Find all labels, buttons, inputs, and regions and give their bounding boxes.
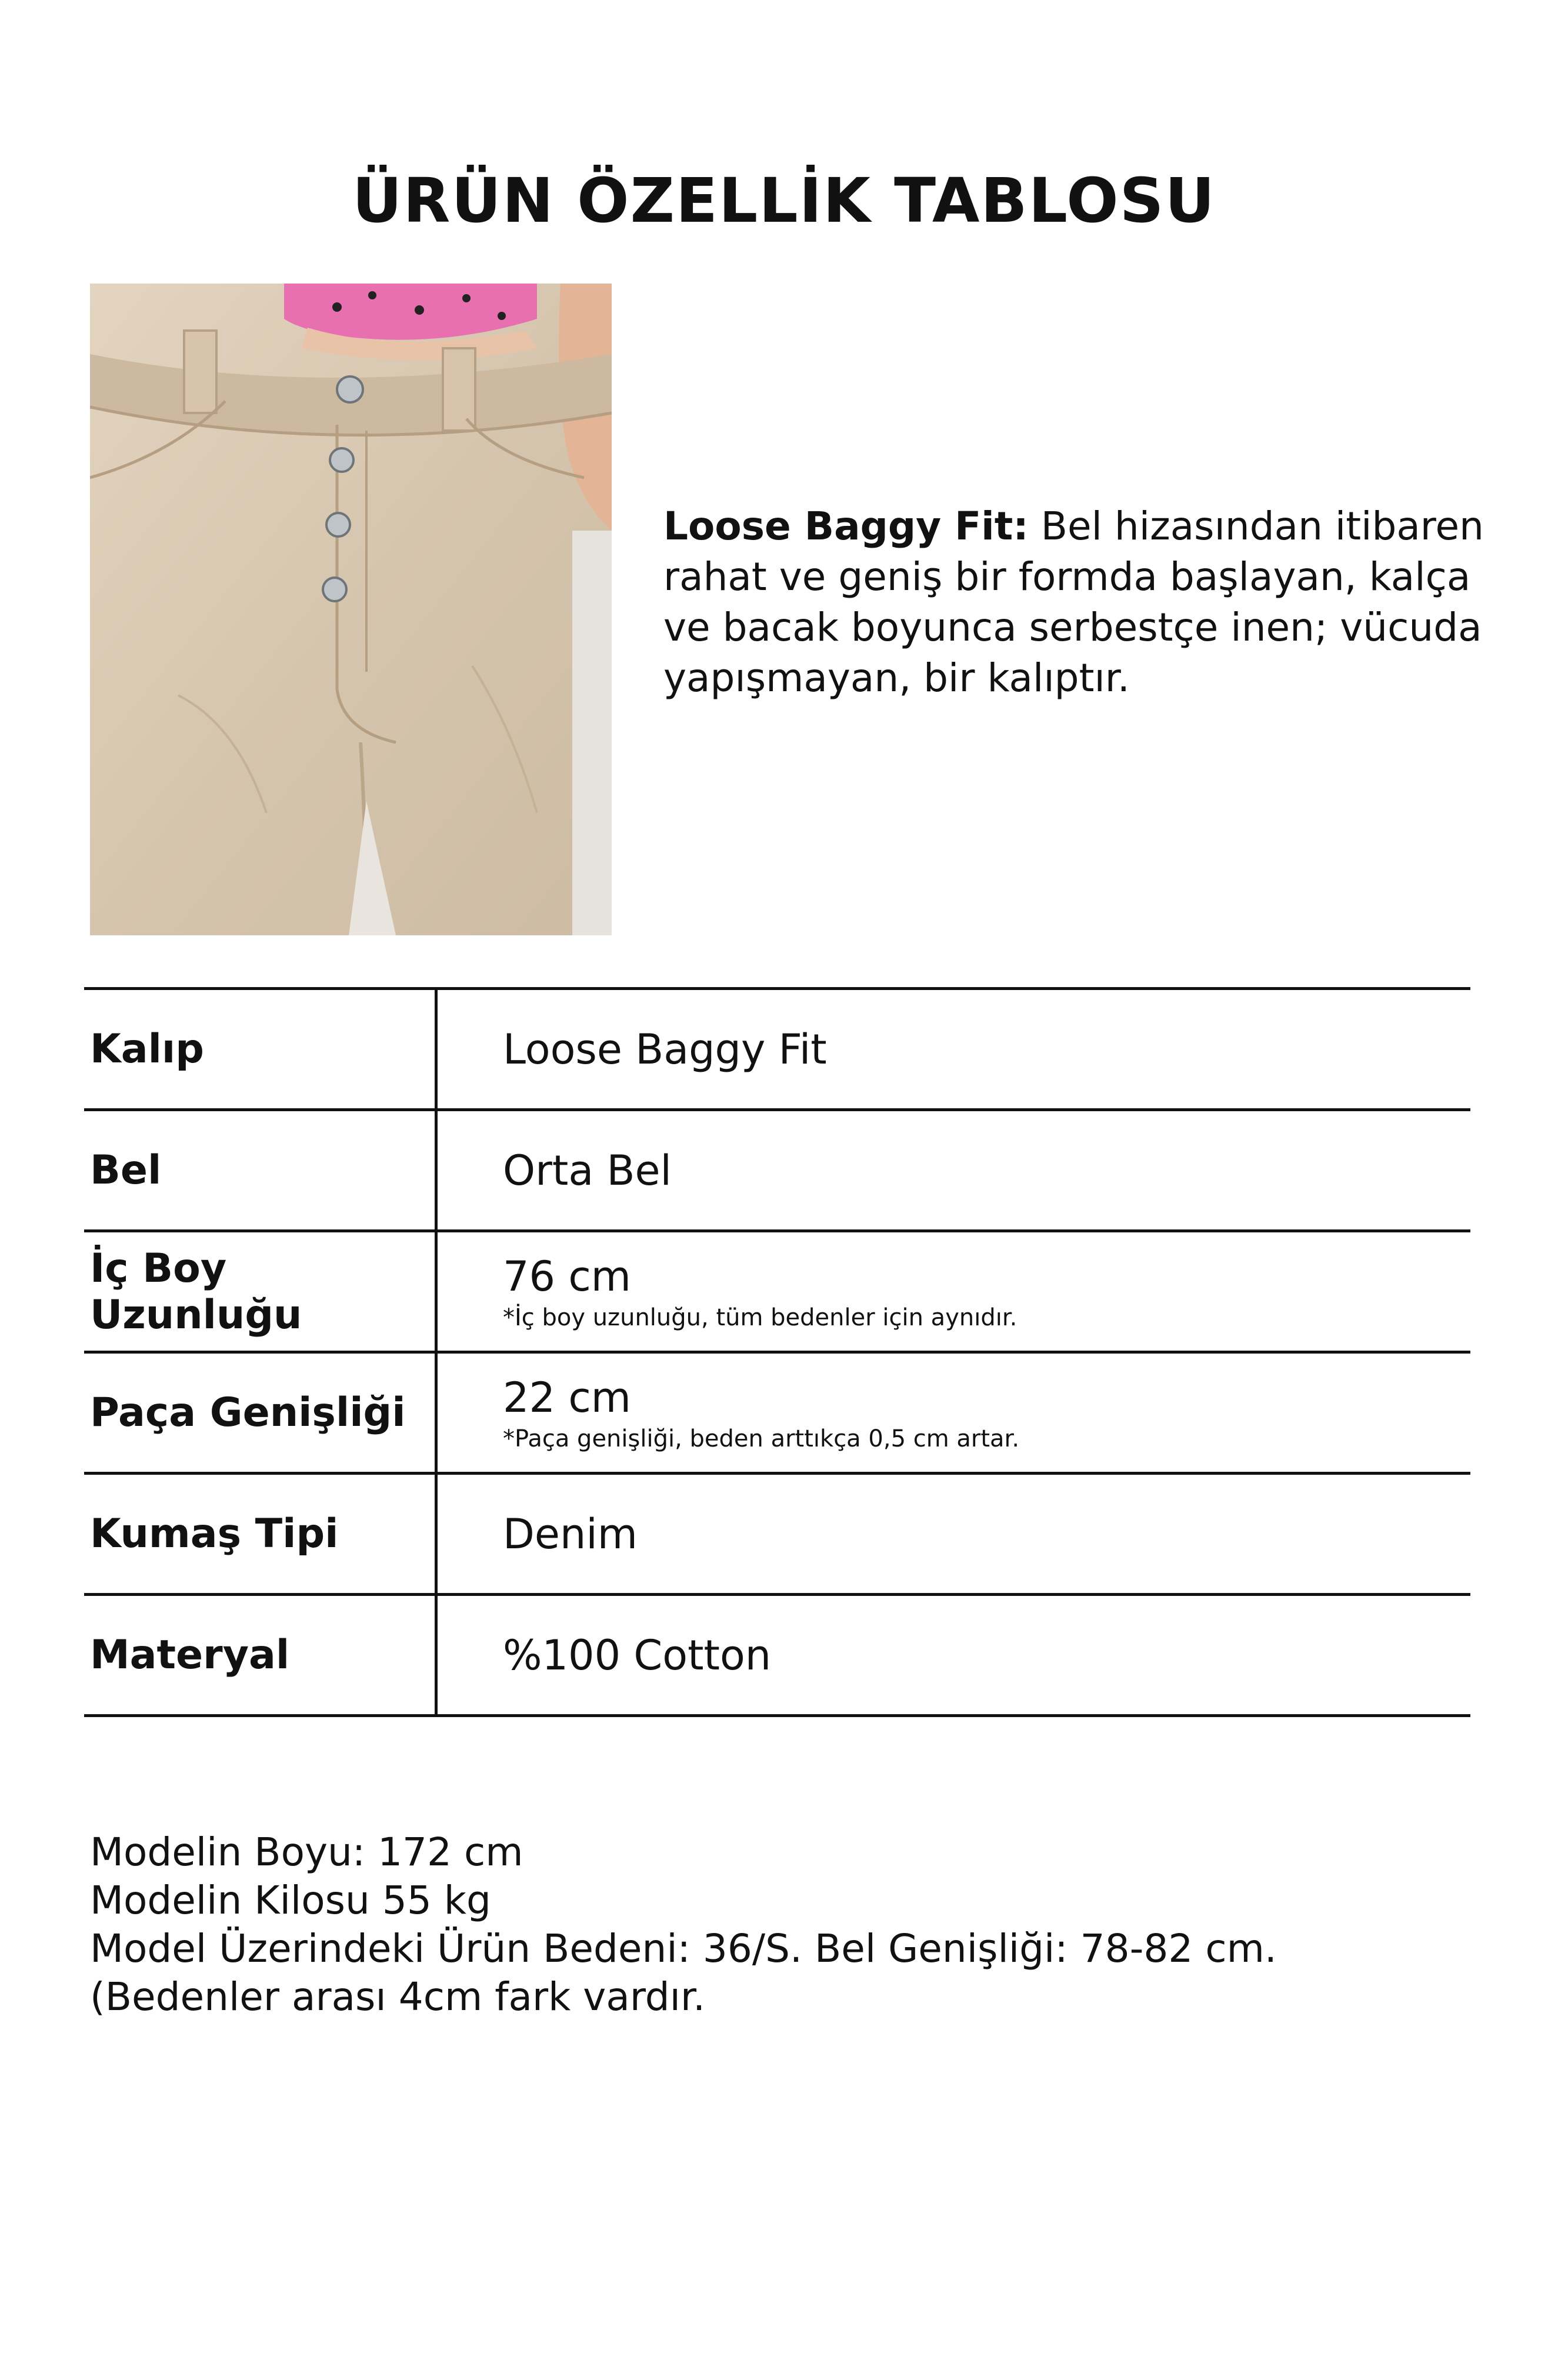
spec-label: Paça Genişliği	[90, 1389, 406, 1436]
jeans-image	[90, 284, 612, 935]
spec-value: Denim	[503, 1509, 638, 1558]
column-divider	[435, 1111, 438, 1229]
page-title: ÜRÜN ÖZELLİK TABLOSU	[352, 165, 1216, 236]
column-divider	[435, 990, 438, 1108]
spec-value-cell	[503, 990, 1444, 1108]
fit-description-lead: Loose Baggy Fit:	[663, 504, 1029, 549]
spec-value-cell	[503, 1596, 1444, 1714]
column-divider	[435, 1232, 438, 1351]
spec-value-cell	[503, 1354, 1444, 1472]
spec-value: Orta Bel	[503, 1146, 672, 1195]
fit-description	[663, 501, 1499, 704]
spec-row-ic-boy	[84, 1232, 1470, 1354]
spec-label: İç Boy Uzunluğu	[90, 1245, 302, 1338]
spec-value-cell	[503, 1475, 1444, 1593]
spec-row-bel	[84, 1111, 1470, 1232]
fit-description-text: Bel hizasından itibaren rahat ve geniş bir formda başlayan, kalça ve bacak boyunca serbestçe inen; vücuda yapışmayan, bir kalıptır.	[663, 504, 1484, 701]
spec-value: 76 cm	[503, 1252, 631, 1301]
product-photo	[90, 284, 612, 935]
spec-label: Bel	[90, 1147, 162, 1194]
spec-value-cell	[503, 1111, 1444, 1229]
spec-row-materyal	[84, 1596, 1470, 1717]
column-divider	[435, 1475, 438, 1593]
spec-value: %100 Cotton	[503, 1631, 772, 1679]
spec-label: Kumaş Tipi	[90, 1511, 339, 1557]
spec-table	[84, 987, 1470, 1717]
spec-row-kalip	[84, 990, 1470, 1111]
model-size: Model Üzerindeki Ürün Bedeni: 36/S. Bel Genişliği: 78-82 cm. (Bedenler arası 4cm fark vardır.	[90, 1926, 1277, 2019]
spec-value-cell	[503, 1232, 1444, 1351]
model-info	[90, 1828, 1472, 2021]
spec-label: Materyal	[90, 1632, 290, 1678]
model-weight: Modelin Kilosu 55 kg	[90, 1878, 491, 1923]
spec-label: Kalıp	[90, 1026, 204, 1072]
spec-value: 22 cm	[503, 1373, 631, 1422]
spec-note: *Paça genişliği, beden arttıkça 0,5 cm artar.	[503, 1425, 1020, 1452]
spec-note: *İç boy uzunluğu, tüm bedenler için aynıdır.	[503, 1304, 1017, 1331]
model-height: Modelin Boyu: 172 cm	[90, 1829, 523, 1875]
column-divider	[435, 1354, 438, 1472]
spec-value: Loose Baggy Fit	[503, 1025, 827, 1074]
spec-row-kumas	[84, 1475, 1470, 1596]
column-divider	[435, 1596, 438, 1714]
spec-row-paca	[84, 1354, 1470, 1475]
